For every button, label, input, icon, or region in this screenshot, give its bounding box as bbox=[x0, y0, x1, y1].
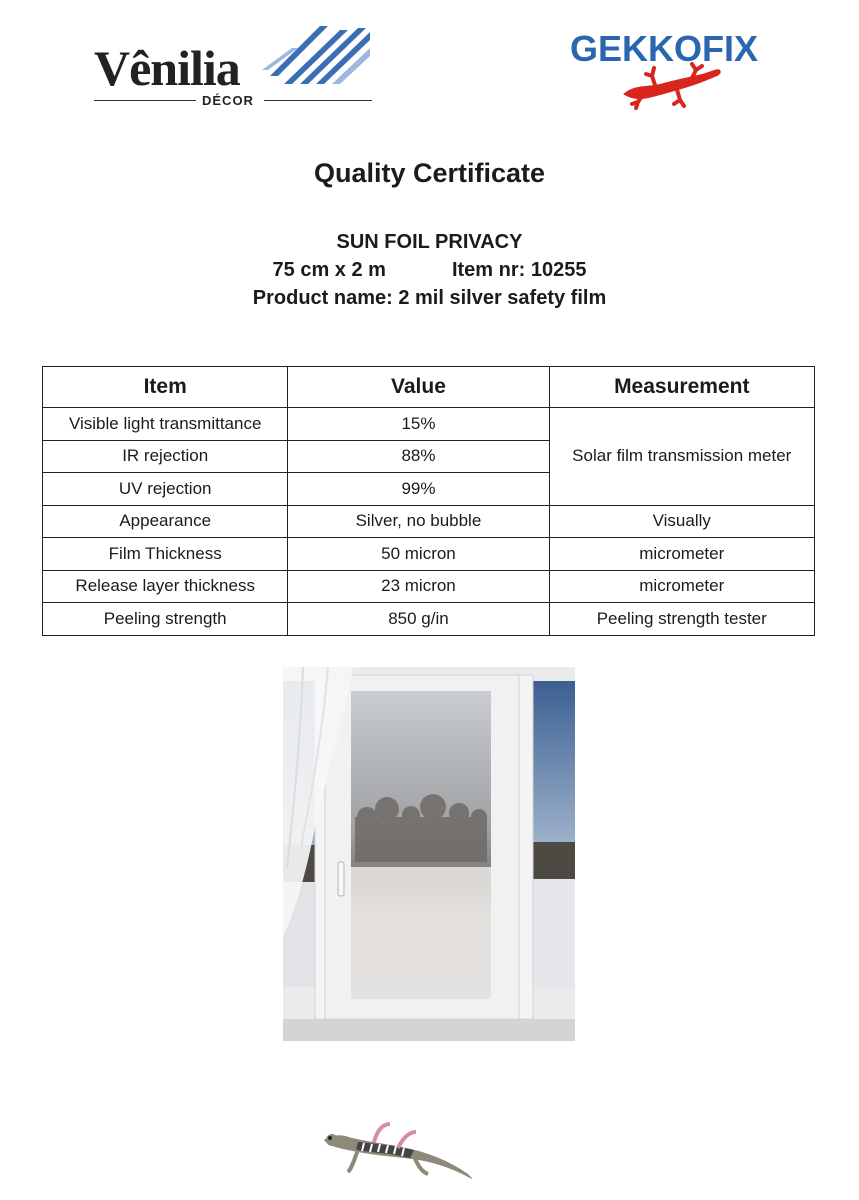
cell-value: 23 micron bbox=[288, 570, 549, 603]
cell-item: Release layer thickness bbox=[43, 570, 288, 603]
cell-item: Film Thickness bbox=[43, 538, 288, 571]
cell-value: 15% bbox=[288, 408, 549, 441]
cell-value: 88% bbox=[288, 440, 549, 473]
gecko-icon bbox=[616, 54, 726, 110]
product-size: 75 cm x 2 m bbox=[272, 259, 386, 281]
certificate-title: Quality Certificate bbox=[313, 158, 546, 188]
product-line: SUN FOIL PRIVACY bbox=[336, 231, 523, 253]
cell-value: 850 g/in bbox=[288, 603, 549, 636]
venilia-decor-logo bbox=[94, 18, 374, 110]
table-row bbox=[43, 603, 815, 636]
product-info bbox=[0, 228, 859, 312]
product-name: Product name: 2 mil silver safety film bbox=[252, 287, 607, 309]
cell-value: 50 micron bbox=[288, 538, 549, 571]
product-size-and-item bbox=[0, 256, 859, 284]
cell-value: Silver, no bubble bbox=[288, 505, 549, 538]
window-film-photo bbox=[283, 667, 575, 1041]
cell-item: IR rejection bbox=[43, 440, 288, 473]
header-item: Item bbox=[43, 367, 288, 408]
gekkofix-logo-wordmark: GEKKOFIX bbox=[570, 28, 759, 69]
cell-measurement: micrometer bbox=[549, 538, 814, 571]
cell-item: Visible light transmittance bbox=[43, 408, 288, 441]
cell-item: Appearance bbox=[43, 505, 288, 538]
cell-value: 99% bbox=[288, 473, 549, 506]
venilia-logo-subtitle: DÉCOR bbox=[202, 93, 254, 108]
table-row bbox=[43, 408, 815, 441]
cell-measurement: Visually bbox=[549, 505, 814, 538]
gekkofix-logo bbox=[570, 28, 780, 108]
header-value: Value bbox=[288, 367, 549, 408]
cell-measurement: micrometer bbox=[549, 570, 814, 603]
table-header-row bbox=[43, 367, 815, 408]
table-row bbox=[43, 538, 815, 571]
venilia-chevrons-icon bbox=[262, 18, 374, 90]
gecko-decoration-icon bbox=[318, 1118, 480, 1182]
cell-measurement: Peeling strength tester bbox=[549, 603, 814, 636]
product-item-number: Item nr: 10255 bbox=[451, 259, 587, 281]
table-row bbox=[43, 505, 815, 538]
cell-measurement: Solar film transmission meter bbox=[549, 408, 814, 506]
cell-item: Peeling strength bbox=[43, 603, 288, 636]
cell-item: UV rejection bbox=[43, 473, 288, 506]
venilia-rule bbox=[264, 100, 372, 101]
venilia-logo-wordmark: Vênilia bbox=[94, 40, 240, 96]
table-row bbox=[43, 570, 815, 603]
header-measurement: Measurement bbox=[549, 367, 814, 408]
venilia-rule bbox=[94, 100, 196, 101]
spec-table bbox=[42, 366, 815, 636]
